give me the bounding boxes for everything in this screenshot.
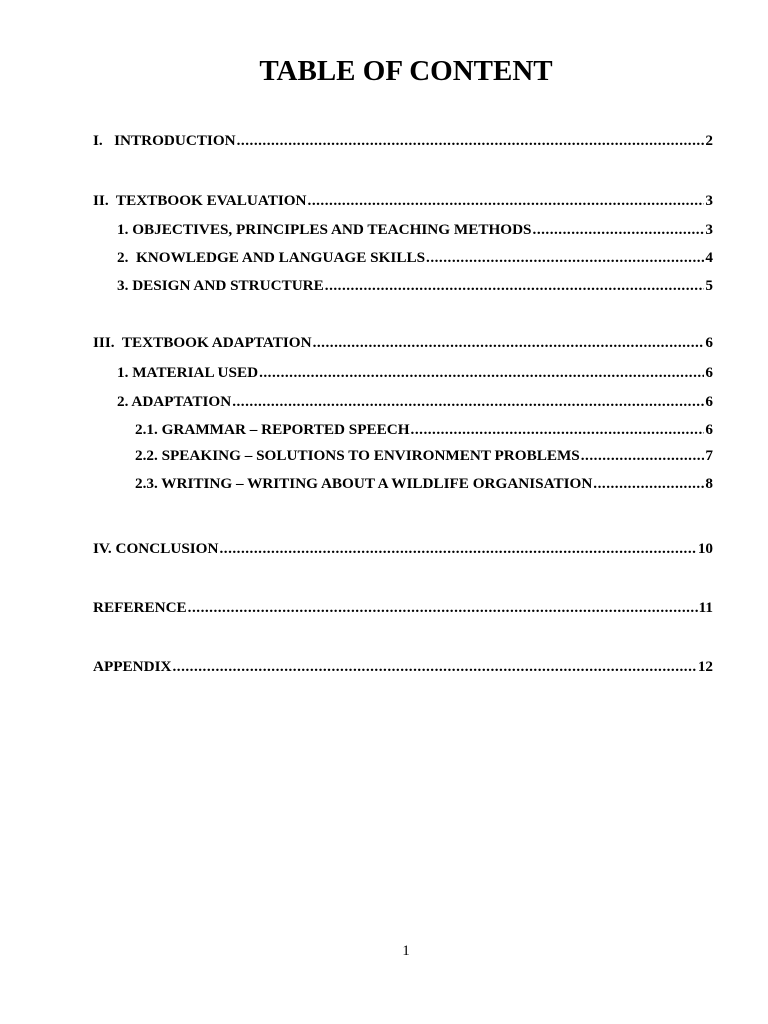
toc-entry-label: III. TEXTBOOK ADAPTATION [93,334,312,351]
toc-dot-leader [232,393,704,411]
toc-entry-page: 11 [698,599,713,616]
toc-entry-introduction[interactable] [93,132,713,150]
toc-entry-label: I. INTRODUCTION [93,132,236,149]
toc-entry-knowledge-skills[interactable] [117,249,713,267]
toc-dot-leader [237,132,705,150]
toc-entry-speaking[interactable] [135,447,713,465]
toc-dot-leader [313,334,705,352]
toc-entry-grammar[interactable] [135,421,713,439]
toc-entry-label: II. TEXTBOOK EVALUATION [93,192,307,209]
toc-entry-label: 2.2. SPEAKING – SOLUTIONS TO ENVIRONMENT PROBLEMS [135,447,580,464]
toc-entry-page: 6 [705,393,713,410]
toc-entry-label: 2. KNOWLEDGE AND LANGUAGE SKILLS [117,249,426,266]
page-number: 1 [402,943,410,959]
toc-entry-label: APPENDIX [93,658,172,675]
toc-entry-label: 2. ADAPTATION [117,393,232,410]
toc-dot-leader [219,540,696,558]
toc-entry-reference[interactable] [93,599,713,617]
toc-entry-appendix[interactable] [93,658,713,676]
toc-entry-page: 2 [705,132,713,149]
toc-entry-page: 8 [705,475,713,492]
toc-entry-page: 6 [705,364,713,381]
toc-dot-leader [172,658,696,676]
toc-entry-label: REFERENCE [93,599,187,616]
toc-dot-leader [325,277,705,295]
toc-dot-leader [411,421,705,439]
toc-dot-leader [533,221,705,239]
toc-entry-textbook-evaluation[interactable] [93,192,713,210]
toc-entry-page: 6 [705,334,713,351]
toc-entry-material-used[interactable] [117,364,713,382]
toc-dot-leader [581,447,705,465]
toc-entry-page: 6 [705,421,713,438]
toc-dot-leader [259,364,704,382]
toc-dot-leader [593,475,704,493]
toc-entry-design-structure[interactable] [117,277,713,295]
toc-entry-label: 2.1. GRAMMAR – REPORTED SPEECH [135,421,410,438]
toc-entry-page: 7 [705,447,713,464]
toc-entry-textbook-adaptation[interactable] [93,334,713,352]
toc-entry-label: 1. OBJECTIVES, PRINCIPLES AND TEACHING METHODS [117,221,532,238]
page-title: TABLE OF CONTENT [259,55,553,87]
toc-dot-leader [188,599,698,617]
toc-dot-leader [426,249,704,267]
toc-entry-writing[interactable] [135,475,713,493]
toc-entry-objectives[interactable] [117,221,713,239]
toc-entry-label: 2.3. WRITING – WRITING ABOUT A WILDLIFE ORGANISATION [135,475,593,492]
toc-entry-page: 5 [705,277,713,294]
toc-entry-page: 12 [697,658,713,675]
toc-dot-leader [308,192,705,210]
toc-entry-page: 4 [705,249,713,266]
toc-entry-conclusion[interactable] [93,540,713,558]
toc-entry-label: 1. MATERIAL USED [117,364,259,381]
toc-entry-adaptation[interactable] [117,393,713,411]
toc-entry-page: 3 [705,221,713,238]
toc-entry-label: IV. CONCLUSION [93,540,219,557]
toc-entry-page: 3 [705,192,713,209]
toc-entry-label: 3. DESIGN AND STRUCTURE [117,277,324,294]
toc-entry-page: 10 [697,540,713,557]
